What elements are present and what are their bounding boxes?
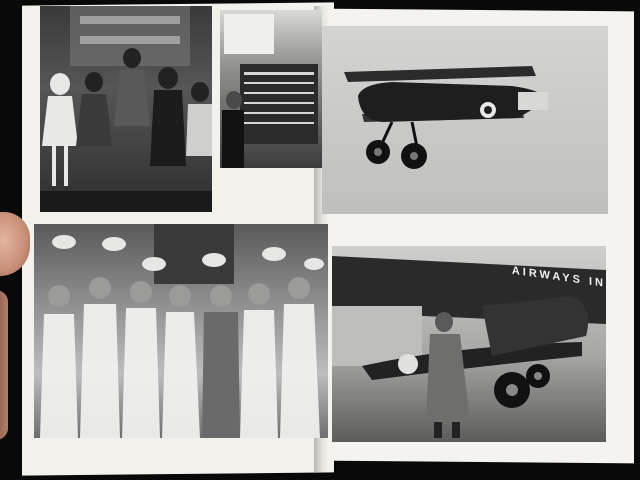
ground-crew-photo — [34, 224, 328, 438]
operations-board-photo — [220, 10, 322, 168]
hand — [0, 290, 8, 440]
biplane-photo — [322, 26, 608, 214]
group-of-women-photo — [40, 6, 212, 212]
operations-board-caption — [221, 168, 321, 220]
airways-banner-text: AIRWAYS IN — [511, 264, 606, 290]
biplane-caption — [322, 214, 608, 242]
